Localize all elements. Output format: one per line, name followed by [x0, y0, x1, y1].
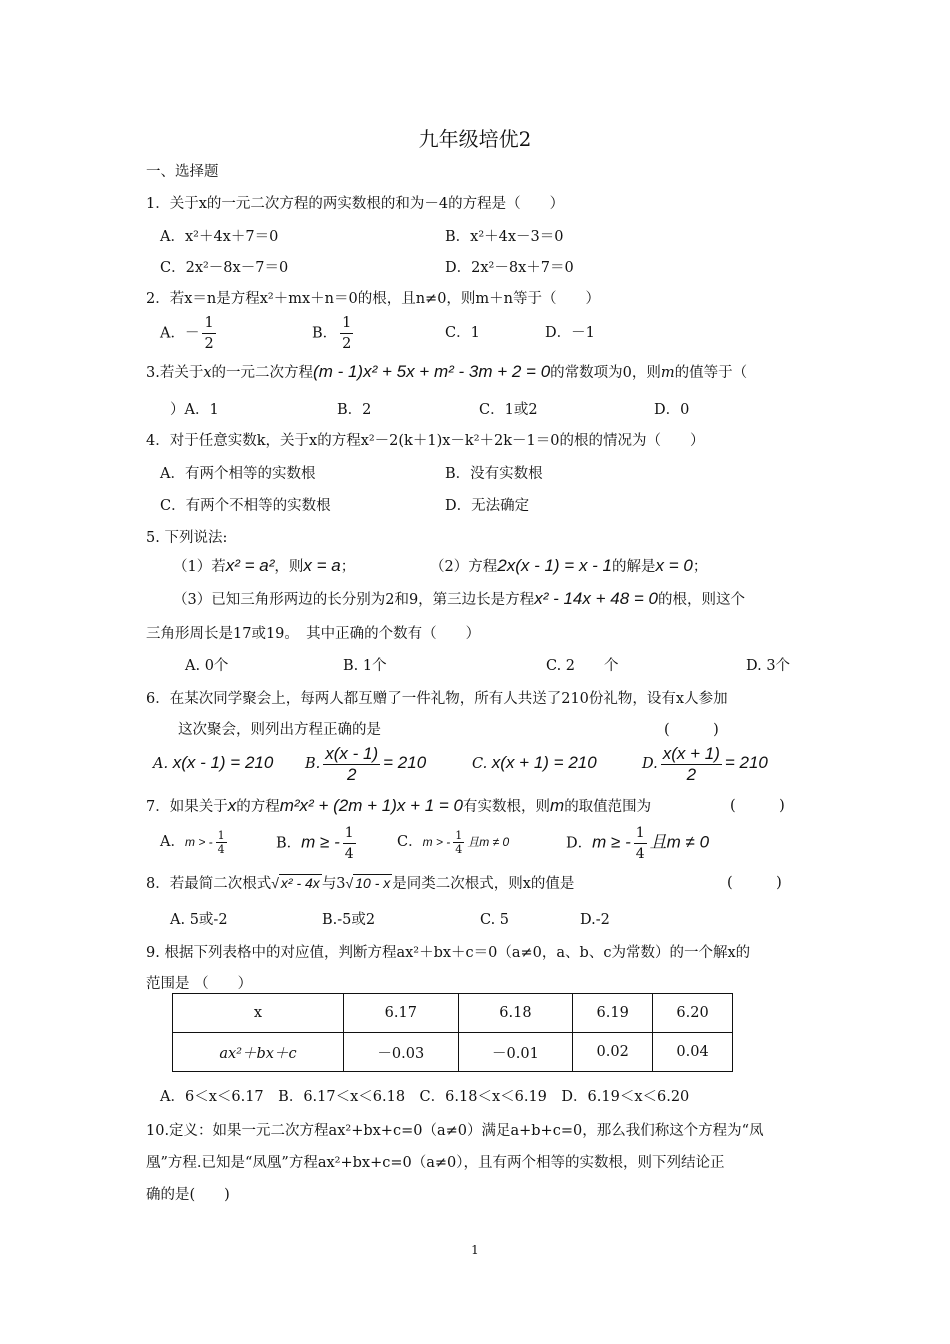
q8-option-c: C. 5: [480, 912, 510, 928]
q5-statement-1: （1）若x² = a²，则x = a；: [173, 556, 356, 575]
q5-option-b: B. 1个: [343, 658, 387, 674]
q5-statement-3-cont: 三角形周长是17或19。 其中正确的个数有（ ）: [146, 626, 481, 642]
table-cell: 0.02: [573, 1033, 653, 1072]
q8-stem: 8．若最简二次根式√ x² - 4x 与3√ 10 - x 是同类二次根式，则x的值是: [146, 875, 575, 892]
q8-option-b: B.-5或2: [322, 912, 376, 928]
q1-option-b: B．x²＋4x－3＝0: [445, 229, 564, 245]
q5-option-d: D. 3个: [746, 658, 791, 674]
q10-line-2: 凰”方程.已知是“凤凰”方程ax²+bx+c=0（a≠0），且有两个相等的实数根，则下列结论正: [146, 1155, 725, 1171]
q3-option-d: D．0: [654, 402, 690, 418]
q1-option-a: A．x²＋4x＋7＝0: [160, 229, 279, 245]
q6-fraction-b: $\frac{x(x - 1)}{2}$: [325, 743, 379, 784]
q1-option-d: D．2x²－8x＋7＝0: [445, 260, 574, 276]
q8-option-d: D.-2: [580, 912, 610, 928]
q3-option-c: C．1或2: [479, 402, 538, 418]
q2-option-b-label: B．: [312, 325, 338, 342]
q6-option-d: D. $\frac{x(x + 1)}{2}$ = 210: [642, 743, 768, 784]
q4-option-b: B．没有实数根: [445, 466, 543, 482]
q9-stem-cont: 范围是 （ ）: [146, 976, 253, 992]
q2-option-d: D．－1: [545, 325, 595, 341]
q8-option-a: A. 5或-2: [170, 912, 228, 928]
q7-option-c: C．m > - $\frac{1}{4}$ 且m ≠ 0: [397, 828, 510, 856]
page-title: 九年级培优2: [418, 127, 532, 151]
q6-stem: 6．在某次同学聚会上，每两人都互赠了一件礼物，所有人共送了210份礼物，设有x人参加: [146, 691, 728, 707]
q2-fraction-b: $\frac{1}{2}$: [342, 315, 352, 352]
q6-fraction-d: $\frac{x(x + 1)}{2}$: [662, 743, 720, 784]
q7-option-b: B．m ≥ - $\frac{1}{4}$: [276, 825, 354, 862]
table-row: [173, 1033, 733, 1072]
q6-stem-cont: 这次聚会，则列出方程正确的是: [178, 722, 381, 738]
table-cell: ax²＋bx＋c: [173, 1033, 344, 1072]
table-cell: 6.20: [653, 994, 733, 1033]
section-heading: 一、选择题: [146, 164, 219, 180]
q1-stem: 1．关于x的一元二次方程的两实数根的和为－4的方程是（ ）: [146, 196, 565, 212]
q2-option-a-label: A．－: [160, 325, 200, 342]
q3-stem: 3.若关于x的一元二次方程(m - 1)x² + 5x + m² - 3m + 2 = 0的常数项为0，则m的值等于（: [146, 362, 748, 381]
table-row: [173, 994, 733, 1033]
q4-option-c: C．有两个不相等的实数根: [160, 498, 331, 514]
value-table: [172, 993, 733, 1072]
q3-option-a: ）A．1: [170, 402, 219, 418]
q4-option-d: D．无法确定: [445, 498, 530, 514]
q9-options: A．6＜x＜6.17 B．6.17＜x＜6.18 C．6.18＜x＜6.19 D．6.19＜x＜6.20: [160, 1089, 690, 1105]
q5-option-c: C. 2 个: [546, 658, 619, 674]
q6-option-c: C. x(x + 1) = 210: [472, 753, 597, 772]
q2-stem: 2．若x＝n是方程x²＋mx＋n＝0的根，且n≠0，则m＋n等于（ ）: [146, 291, 601, 307]
q5-statement-3: （3）已知三角形两边的长分别为2和9，第三边长是方程x² - 14x + 48 = 0的根，则这个: [173, 589, 745, 608]
q7-option-a: A．m > - $\frac{1}{4}$: [160, 828, 225, 856]
q7-answer-paren: ( ): [730, 798, 785, 814]
q10-line-3: 确的是( ): [146, 1187, 230, 1203]
table-cell: 6.18: [458, 994, 573, 1033]
q4-option-a: A．有两个相等的实数根: [160, 466, 316, 482]
q7-option-d: D．m ≥ - $\frac{1}{4}$ 且m ≠ 0: [566, 825, 710, 862]
q1-option-c: C．2x²－8x－7＝0: [160, 260, 289, 276]
table-cell: －0.03: [344, 1033, 459, 1072]
table-cell: 6.19: [573, 994, 653, 1033]
q6-option-b: B. $\frac{x(x - 1)}{2}$ = 210: [305, 743, 427, 784]
table-cell: 6.17: [344, 994, 459, 1033]
q5-option-a: A. 0个: [185, 658, 229, 674]
q6-option-a: A. x(x - 1) = 210: [153, 753, 274, 772]
q9-stem: 9. 根据下列表格中的对应值，判断方程ax²＋bx＋c＝0（a≠0，a、b、c为常数）的一个解x的: [146, 945, 751, 961]
q6-answer-paren: ( ): [664, 722, 719, 738]
table-cell: x: [173, 994, 344, 1033]
q8-answer-paren: ( ): [727, 875, 782, 891]
q2-fraction-a: $\frac{1}{2}$: [204, 315, 214, 352]
q10-line-1: 10.定义：如果一元二次方程ax²+bx+c=0（a≠0）满足a+b+c=0，那么我们称这个方程为“凤: [146, 1123, 764, 1139]
q4-stem: 4．对于任意实数k，关于x的方程x²－2(k＋1)x－k²＋2k－1＝0的根的情况为（ ）: [146, 433, 705, 449]
table-cell: －0.01: [458, 1033, 573, 1072]
q2-option-b: [312, 313, 356, 355]
q5-statement-2: （2）方程2x(x - 1) = x - 1的解是x = 0；: [430, 556, 708, 575]
table-cell: 0.04: [653, 1033, 733, 1072]
q3-equation: (m - 1)x² + 5x + m² - 3m + 2 = 0: [313, 362, 551, 381]
q5-stem: 5. 下列说法:: [146, 530, 228, 546]
q7-equation: m²x² + (2m + 1)x + 1 = 0: [279, 796, 464, 815]
q2-option-a: [160, 313, 219, 355]
q2-option-c: C．1: [445, 325, 480, 341]
q3-option-b: B．2: [337, 402, 372, 418]
page-number: 1: [471, 1243, 479, 1257]
q7-stem: 7．如果关于x的方程m²x² + (2m + 1)x + 1 = 0有实数根，则m的取值范围为: [146, 796, 652, 815]
